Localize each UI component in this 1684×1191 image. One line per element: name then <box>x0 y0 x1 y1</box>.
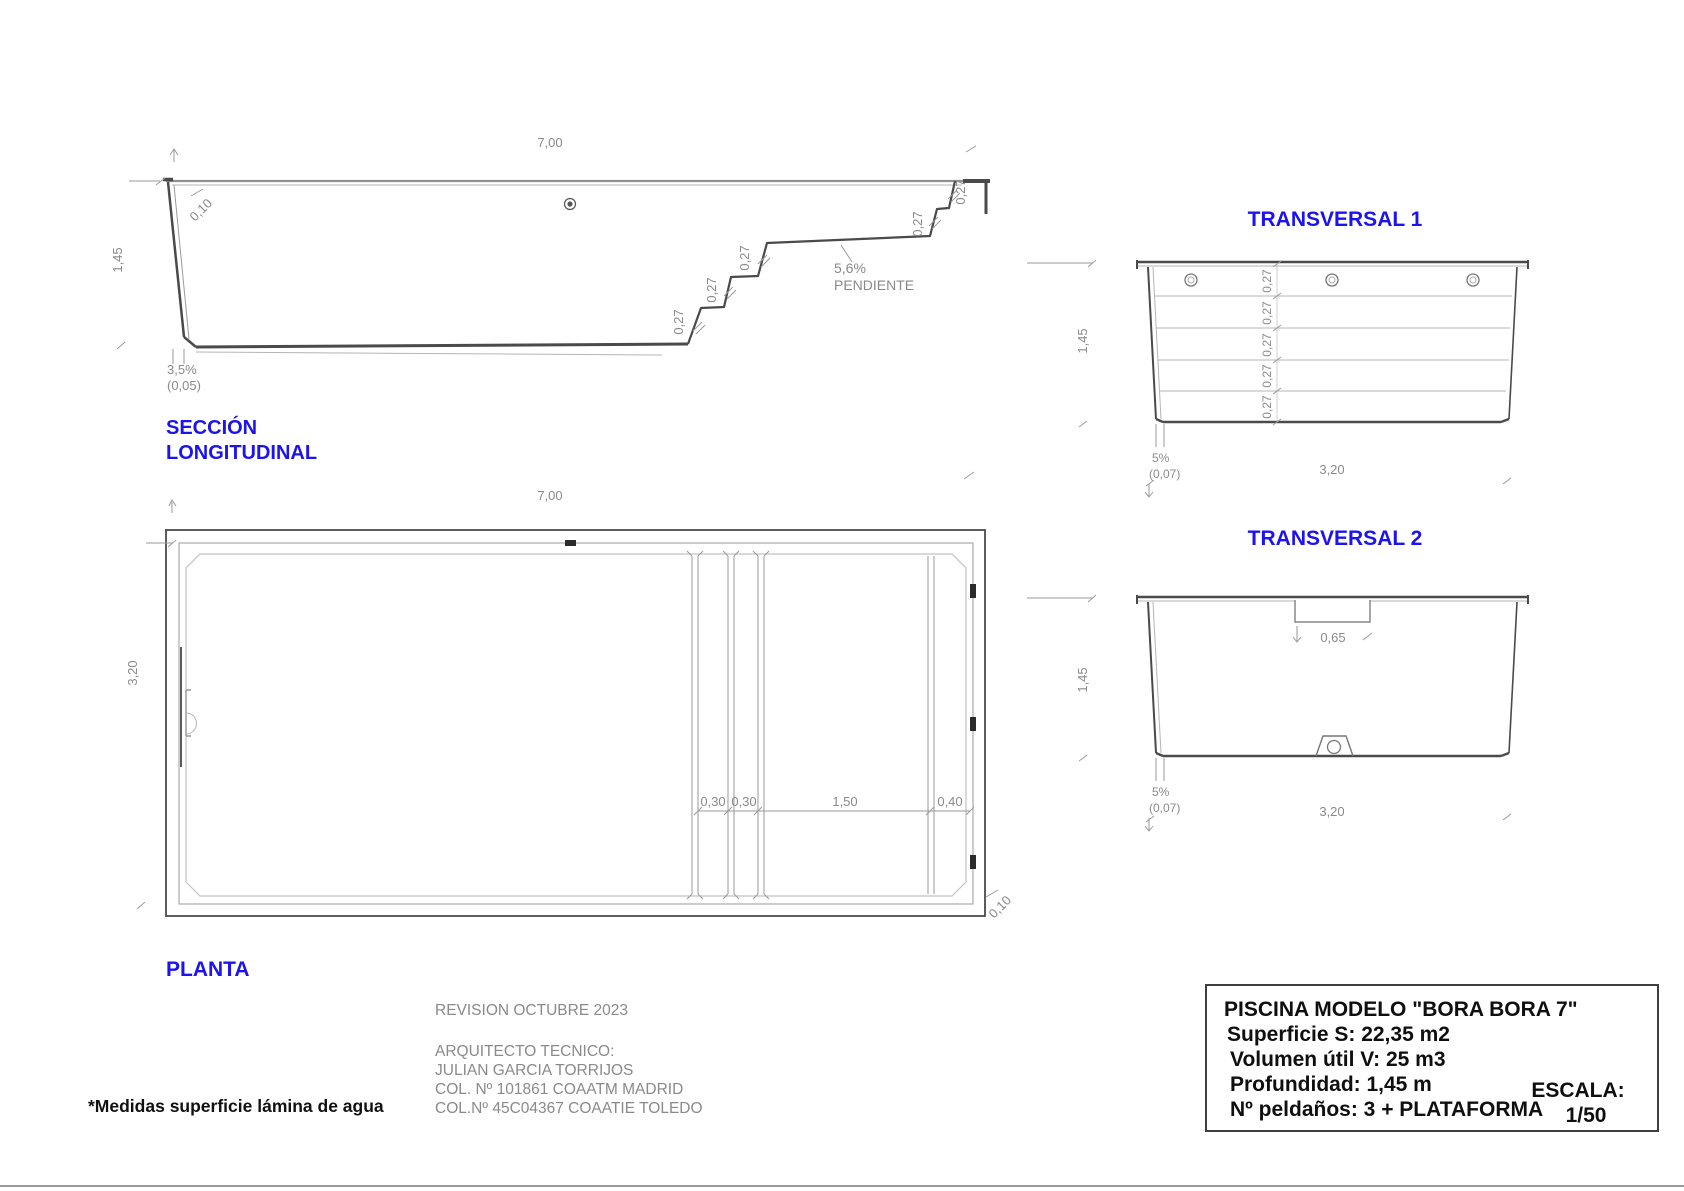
t1-dim-chain <box>1273 261 1281 425</box>
seccion-title-line2: LONGITUDINAL <box>166 442 318 464</box>
seccion-longitudinal-view <box>110 135 990 464</box>
notes-area <box>88 1002 703 1117</box>
pool-floor <box>196 344 688 347</box>
planta-water-edge <box>186 554 966 896</box>
t1-depth-dim: 1,45 <box>1075 328 1090 354</box>
step-height-dim: 0,27 <box>953 179 968 205</box>
pipe-fitting-icon <box>565 199 576 210</box>
floor-slope-drop-label: (0,05) <box>167 378 201 393</box>
planta-step-b-dim: 0,30 <box>731 794 757 809</box>
t1-left-wall <box>1148 267 1156 419</box>
slope-percent-label: 5,6% <box>834 260 866 276</box>
leader-line <box>986 890 998 897</box>
planta-title: PLANTA <box>166 958 250 981</box>
revision-note: REVISION OCTUBRE 2023 <box>435 1002 628 1019</box>
wall-fitting-icon <box>970 584 976 598</box>
t2-depth-dim: 1,45 <box>1075 667 1090 693</box>
t1-step-dim: 0,27 <box>1260 269 1274 293</box>
t1-step-dim: 0,27 <box>1260 364 1274 388</box>
dim-tick <box>117 342 125 349</box>
slope-bracket <box>1156 424 1164 447</box>
step-height-dim: 0,27 <box>671 309 686 335</box>
scale-label: ESCALA: <box>1531 1079 1625 1102</box>
water-surface-note: *Medidas superficie lámina de agua <box>88 1096 384 1116</box>
architect-line: ARQUITECTO TECNICO: <box>435 1043 615 1060</box>
dim-tick <box>137 902 145 909</box>
step-height-dim: 0,27 <box>737 245 752 271</box>
steps-profile <box>688 181 955 344</box>
planta-width-dim: 3,20 <box>125 660 140 686</box>
light-niche-icon <box>181 647 197 767</box>
t2-recess-dim: 0,65 <box>1320 630 1346 645</box>
transversal1-view <box>1027 208 1528 497</box>
dim-tick <box>1079 755 1087 761</box>
dim-tick <box>1363 633 1372 640</box>
t1-width-dim: 3,20 <box>1319 462 1345 477</box>
transversal2-view <box>1027 527 1528 831</box>
planta-length-dim: 7,00 <box>537 488 563 503</box>
model-name: PISCINA MODELO "BORA BORA 7" <box>1224 998 1578 1021</box>
planta-wall-dim: 0,10 <box>985 892 1015 922</box>
slope-bracket <box>1156 758 1164 781</box>
t1-step-dim: 0,27 <box>1260 333 1274 357</box>
planta-wall-line <box>179 543 973 904</box>
dim-tick <box>1293 626 1301 642</box>
transversal2-title: TRANSVERSAL 2 <box>1247 527 1423 550</box>
volume-spec: Volumen útil V: 25 m3 <box>1230 1048 1446 1071</box>
t1-slope-label: 5% <box>1152 451 1170 465</box>
dim-tick <box>170 149 178 162</box>
t1-right-wall <box>1509 267 1517 419</box>
t2-width-dim: 3,20 <box>1319 804 1345 819</box>
t1-fitting-holes <box>1185 274 1479 286</box>
planta-platform-dim: 1,50 <box>832 794 858 809</box>
skimmer-icon <box>565 540 576 546</box>
t1-step-dim: 0,27 <box>1260 301 1274 325</box>
dim-tick <box>1027 260 1096 267</box>
leader-line <box>191 189 203 196</box>
planta-step-a-dim: 0,30 <box>700 794 726 809</box>
dim-tick <box>146 540 176 547</box>
t1-step-lines <box>1154 296 1512 391</box>
title-block <box>1206 985 1658 1131</box>
scale-value: 1/50 <box>1565 1104 1607 1127</box>
seccion-length-dim: 7,00 <box>537 135 563 150</box>
step-height-dim: 0,27 <box>704 277 719 303</box>
steps-spec: Nº peldaños: 3 + PLATAFORMA <box>1230 1098 1544 1121</box>
seccion-title-line1: SECCIÓN <box>166 417 258 439</box>
t1-bottom <box>1156 419 1509 422</box>
t2-right-wall <box>1509 602 1517 753</box>
t2-slope-label: 5% <box>1152 785 1170 799</box>
floor-slope-label: 3,5% <box>167 362 197 377</box>
pool-floor-under <box>196 352 662 355</box>
planta-step-lines <box>687 551 934 899</box>
dim-tick <box>1027 595 1096 602</box>
floor-chamfer <box>184 337 196 347</box>
drain-sump-icon <box>1316 736 1353 756</box>
wall-fitting-icon <box>970 855 976 869</box>
dim-tick <box>1079 421 1087 427</box>
planta-view <box>125 472 1014 981</box>
t1-step-dim: 0,27 <box>1260 395 1274 419</box>
surface-spec: Superficie S: 22,35 m2 <box>1227 1023 1450 1046</box>
planta-outer-outline <box>166 530 985 916</box>
t2-platform-recess <box>1295 600 1370 622</box>
seccion-depth-dim: 1,45 <box>110 247 125 273</box>
dim-tick <box>169 500 176 513</box>
dim-tick <box>966 146 976 152</box>
t2-slope-drop-label: (0,07) <box>1149 801 1181 815</box>
dim-tick <box>964 472 974 479</box>
dim-tick <box>129 178 165 185</box>
transversal1-title: TRANSVERSAL 1 <box>1247 208 1423 231</box>
t2-left-wall <box>1148 602 1156 753</box>
planta-endzone-dim: 0,40 <box>937 794 963 809</box>
step-height-dim: 0,27 <box>910 211 925 237</box>
architect-line: COL.Nº 45C04367 COAATIE TOLEDO <box>435 1100 703 1117</box>
t1-slope-drop-label: (0,07) <box>1149 467 1181 481</box>
wall-fitting-icon <box>970 717 976 731</box>
slope-word-label: PENDIENTE <box>834 277 915 293</box>
architect-line: JULIAN GARCIA TORRIJOS <box>435 1062 634 1079</box>
depth-spec: Profundidad: 1,45 m <box>1230 1073 1432 1096</box>
dim-tick <box>1146 478 1511 486</box>
seccion-wall-top-dim: 0,10 <box>186 195 216 225</box>
architect-line: COL. Nº 101861 COAATM MADRID <box>435 1081 684 1098</box>
